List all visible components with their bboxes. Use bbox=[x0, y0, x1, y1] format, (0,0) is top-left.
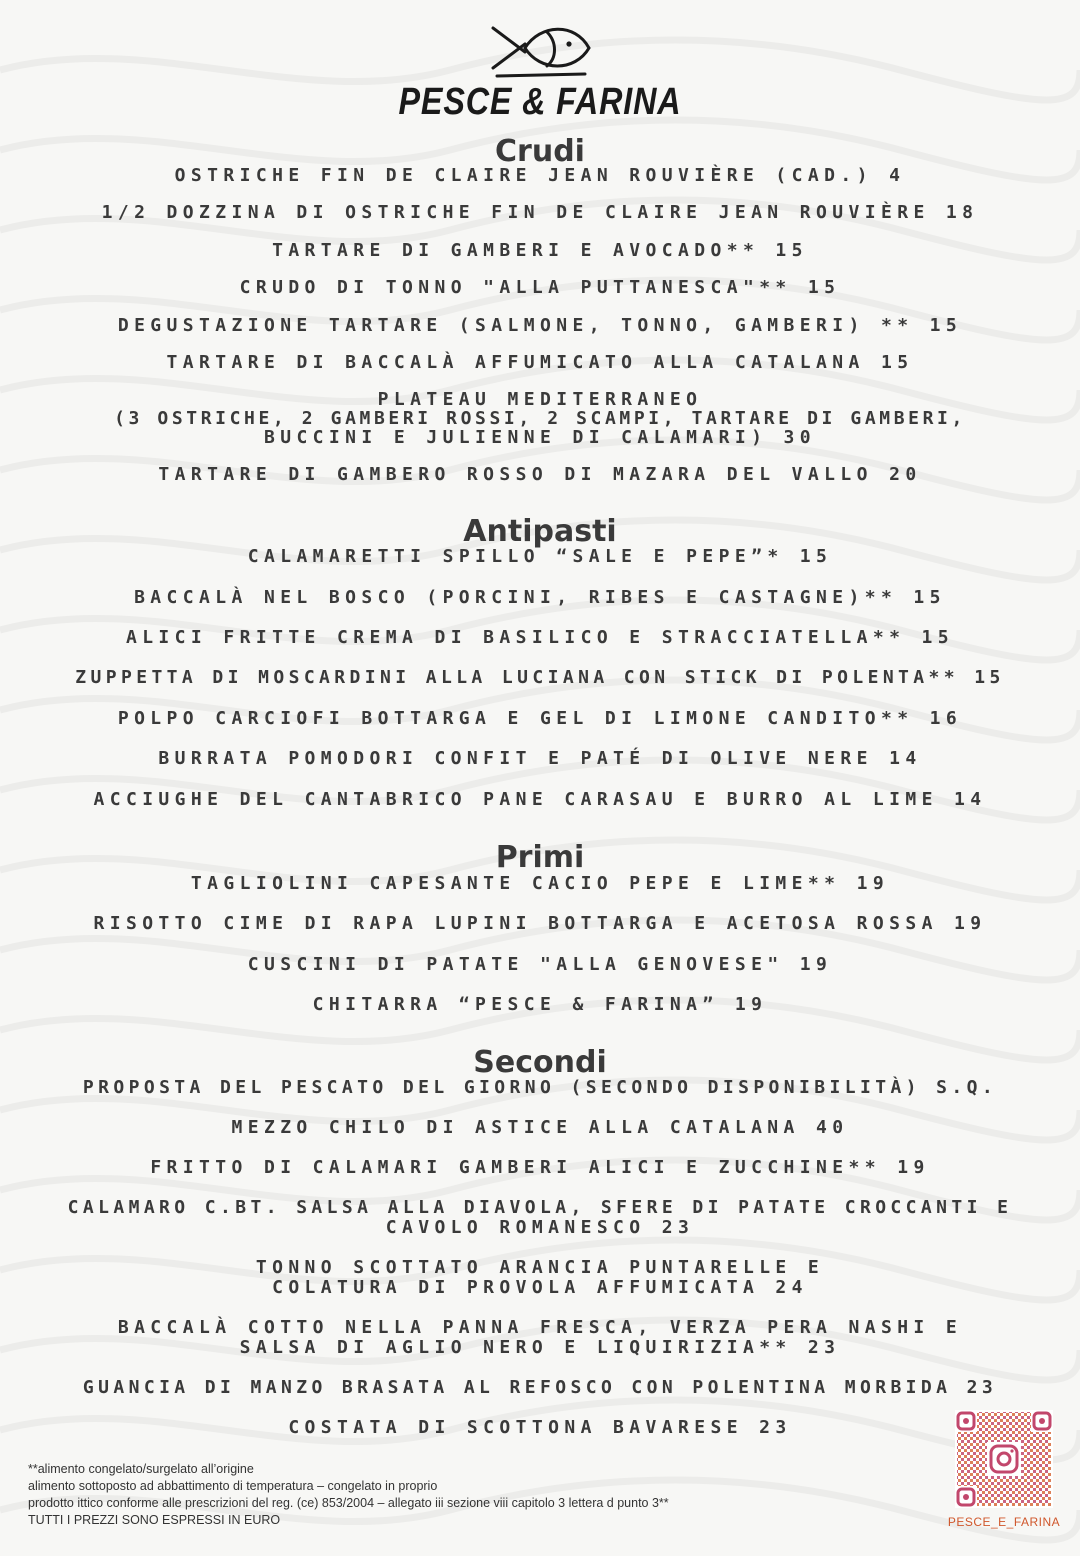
note-line: prodotto ittico conforme alle prescrizioni del reg. (ce) 853/2004 – allegato iii sezione viii capitolo 3 lettera d punto 3** bbox=[28, 1496, 669, 1510]
menu-item: BUCCINI E JULIENNE DI CALAMARI) 30 bbox=[263, 427, 817, 448]
menu-item: FRITTO DI CALAMARI GAMBERI ALICI E ZUCCHINE** 19 bbox=[150, 1157, 930, 1178]
menu-item: COLATURA DI PROVOLA AFFUMICATA 24 bbox=[272, 1277, 808, 1298]
menu-item: DEGUSTAZIONE TARTARE (SALMONE, TONNO, GAMBERI) ** 15 bbox=[117, 315, 963, 336]
menu-item: 1/2 DOZZINA DI OSTRICHE FIN DE CLAIRE JEAN ROUVIÈRE 18 bbox=[101, 202, 979, 223]
menu-item: POLPO CARCIOFI BOTTARGA E GEL DI LIMONE CANDITO** 16 bbox=[117, 708, 963, 729]
section-title-primi: Primi bbox=[495, 840, 585, 875]
menu-item: MEZZO CHILO DI ASTICE ALLA CATALANA 40 bbox=[231, 1117, 849, 1138]
fish-logo-icon bbox=[485, 18, 595, 80]
menu-item: GUANCIA DI MANZO BRASATA AL REFOSCO CON POLENTINA MORBIDA 23 bbox=[82, 1377, 998, 1398]
section-title-antipasti: Antipasti bbox=[463, 514, 617, 549]
menu-item: PROPOSTA DEL PESCATO DEL GIORNO (SECONDO DISPONIBILITÀ) S.Q. bbox=[82, 1077, 998, 1098]
brand-header bbox=[0, 18, 1080, 122]
menu-item: TARTARE DI GAMBERO ROSSO DI MAZARA DEL VALLO 20 bbox=[158, 464, 922, 485]
menu-item: CRUDO DI TONNO "ALLA PUTTANESCA"** 15 bbox=[239, 277, 841, 298]
menu-item: TONNO SCOTTATO ARANCIA PUNTARELLE E bbox=[255, 1257, 825, 1278]
menu-item: CUSCINI DI PATATE "ALLA GENOVESE" 19 bbox=[247, 954, 833, 975]
menu-item: PLATEAU MEDITERRANEO bbox=[377, 389, 703, 410]
menu-item: BACCALÀ COTTO NELLA PANNA FRESCA, VERZA PERA NASHI E bbox=[117, 1317, 963, 1338]
footer-notes bbox=[28, 1461, 669, 1529]
menu-item: BURRATA POMODORI CONFIT E PATÉ DI OLIVE NERE 14 bbox=[158, 748, 922, 769]
menu-item: ALICI FRITTE CREMA DI BASILICO E STRACCIATELLA** 15 bbox=[125, 627, 955, 648]
menu-item: TARTARE DI GAMBERI E AVOCADO** 15 bbox=[272, 240, 808, 261]
brand-name: PESCE & FARINA bbox=[398, 81, 682, 123]
instagram-qr-icon[interactable] bbox=[955, 1410, 1053, 1508]
menu-item: TARTARE DI BACCALÀ AFFUMICATO ALLA CATALANA 15 bbox=[166, 352, 914, 373]
menu-item: BACCALÀ NEL BOSCO (PORCINI, RIBES E CASTAGNE)** 15 bbox=[134, 587, 946, 608]
section-title-secondi: Secondi bbox=[473, 1045, 607, 1080]
menu-item: CAVOLO ROMANESCO 23 bbox=[385, 1217, 695, 1238]
menu-item: TAGLIOLINI CAPESANTE CACIO PEPE E LIME** 19 bbox=[190, 873, 890, 894]
menu-item: COSTATA DI SCOTTONA BAVARESE 23 bbox=[288, 1417, 792, 1438]
instagram-handle[interactable]: PESCE_E_FARINA bbox=[947, 1515, 1061, 1529]
menu-item: CHITARRA “PESCE & FARINA” 19 bbox=[312, 994, 768, 1015]
menu-item: RISOTTO CIME DI RAPA LUPINI BOTTARGA E ACETOSA ROSSA 19 bbox=[93, 913, 987, 934]
menu-item: ACCIUGHE DEL CANTABRICO PANE CARASAU E BURRO AL LIME 14 bbox=[93, 789, 987, 810]
section-title-crudi: Crudi bbox=[495, 134, 585, 169]
menu-item: ZUPPETTA DI MOSCARDINI ALLA LUCIANA CON STICK DI POLENTA** 15 bbox=[75, 667, 1005, 688]
menu-item: OSTRICHE FIN DE CLAIRE JEAN ROUVIÈRE (CAD.) 4 bbox=[174, 165, 906, 186]
note-line: TUTTI I PREZZI SONO ESPRESSI IN EURO bbox=[28, 1513, 281, 1527]
note-line: alimento sottoposto ad abbattimento di temperatura – congelato in proprio bbox=[28, 1479, 438, 1493]
menu-item: (3 OSTRICHE, 2 GAMBERI ROSSI, 2 SCAMPI, TARTARE DI GAMBERI, bbox=[114, 408, 966, 429]
note-line: **alimento congelato/surgelato all’origine bbox=[28, 1462, 254, 1476]
menu-item: CALAMARETTI SPILLO “SALE E PEPE”* 15 bbox=[247, 546, 833, 567]
menu-item: CALAMARO C.BT. SALSA ALLA DIAVOLA, SFERE DI PATATE CROCCANTI E bbox=[67, 1197, 1013, 1218]
menu-item: SALSA DI AGLIO NERO E LIQUIRIZIA** 23 bbox=[239, 1337, 841, 1358]
